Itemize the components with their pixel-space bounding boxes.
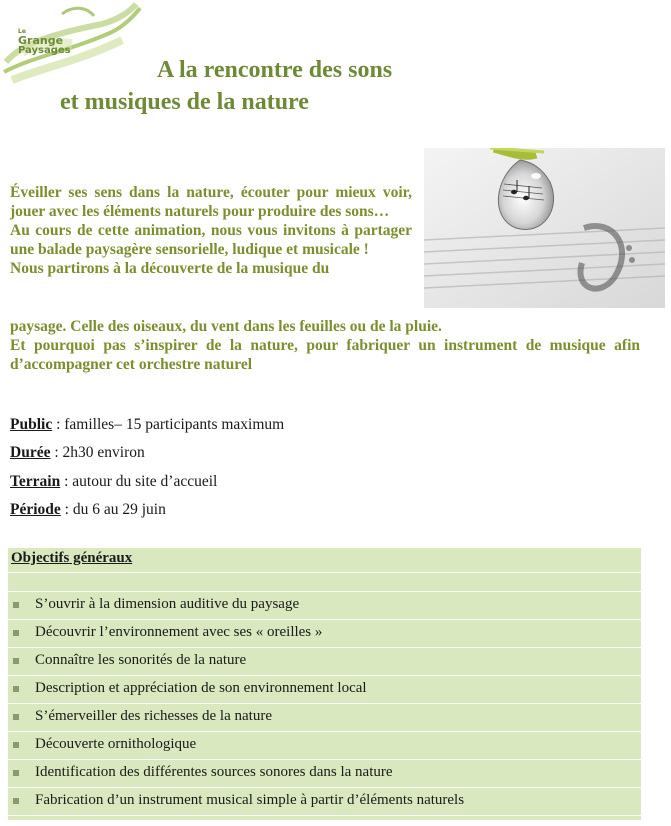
list-item-text: Connaître les sonorités de la nature (35, 652, 247, 668)
logo-line-1: Le (18, 28, 26, 35)
intro-paragraph-3b: paysage. Celle des oiseaux, du vent dans les feuilles ou de la pluie. (10, 318, 442, 335)
info-public-label: Public (10, 416, 53, 433)
bullet-icon (13, 686, 19, 692)
info-duree-label: Durée (10, 444, 51, 461)
info-terrain (10, 473, 217, 491)
intro-paragraph-2: Au cours de cette animation, nous vous invitons à partager une balade paysagère sensorielle, ludique et musicale ! (10, 222, 412, 258)
list-item (8, 760, 641, 788)
logo-line-2: Grange (18, 34, 64, 47)
list-item-text: Fabrication d’un instrument musical simple à partir d’éléments naturels (35, 792, 465, 808)
list-item (8, 788, 641, 816)
bullet-icon (13, 630, 19, 636)
list-item-text: Découverte ornithologique (35, 736, 197, 752)
info-public (10, 416, 284, 434)
info-periode-label: Période (10, 501, 61, 518)
intro-text-block (10, 183, 412, 278)
list-item-text: S’émerveiller des richesses de la nature (35, 708, 272, 724)
page-title-line-2: et musiques de la nature (60, 89, 309, 115)
info-duree (10, 444, 145, 462)
info-periode-value: : du 6 au 29 juin (60, 501, 166, 518)
list-item (8, 648, 641, 676)
objectives-header (8, 548, 641, 573)
list-item (8, 676, 641, 704)
objectives-spacer-row (8, 573, 641, 592)
water-drop-music-photo (424, 148, 665, 308)
bullet-icon (13, 602, 19, 608)
logo-line-3: Paysages (18, 45, 71, 56)
intro-paragraph-3a: Nous partirons à la découverte de la musique du (10, 260, 330, 277)
page-title-line-1: A la rencontre des sons (157, 57, 393, 83)
intro-text-block-full-width (10, 317, 640, 374)
info-public-value: : familles– 15 participants maximum (52, 416, 285, 433)
bullet-icon (13, 658, 19, 664)
list-item-text: Description et appréciation de son environnement local (35, 680, 367, 696)
list-item (8, 732, 641, 760)
list-item-text: Identification des différentes sources sonores dans la nature (35, 764, 393, 780)
list-item (8, 704, 641, 732)
list-item (8, 620, 641, 648)
intro-paragraph-1: Éveiller ses sens dans la nature, écouter pour mieux voir, jouer avec les éléments naturels pour produire des sons… (10, 184, 412, 220)
bullet-icon (13, 798, 19, 804)
info-duree-value: : 2h30 environ (50, 444, 145, 461)
info-terrain-value: : autour du site d’accueil (60, 473, 218, 490)
bullet-icon (13, 714, 19, 720)
list-item-text: S’ouvrir à la dimension auditive du paysage (35, 596, 300, 612)
list-item-text: Découvrir l’environnement avec ses « oreilles » (35, 624, 323, 640)
objectives-table (8, 548, 641, 820)
info-periode (10, 501, 166, 519)
logo-text (18, 28, 88, 56)
info-terrain-label: Terrain (10, 473, 61, 490)
list-item (8, 592, 641, 620)
bullet-icon (13, 770, 19, 776)
intro-paragraph-4: Et pourquoi pas s’inspirer de la nature, pour fabriquer un instrument de musique afin d’accompagner cet orchestre naturel (10, 337, 640, 373)
bullet-icon (13, 742, 19, 748)
logo (2, 2, 142, 86)
objectives-title: Objectifs généraux (11, 550, 133, 566)
